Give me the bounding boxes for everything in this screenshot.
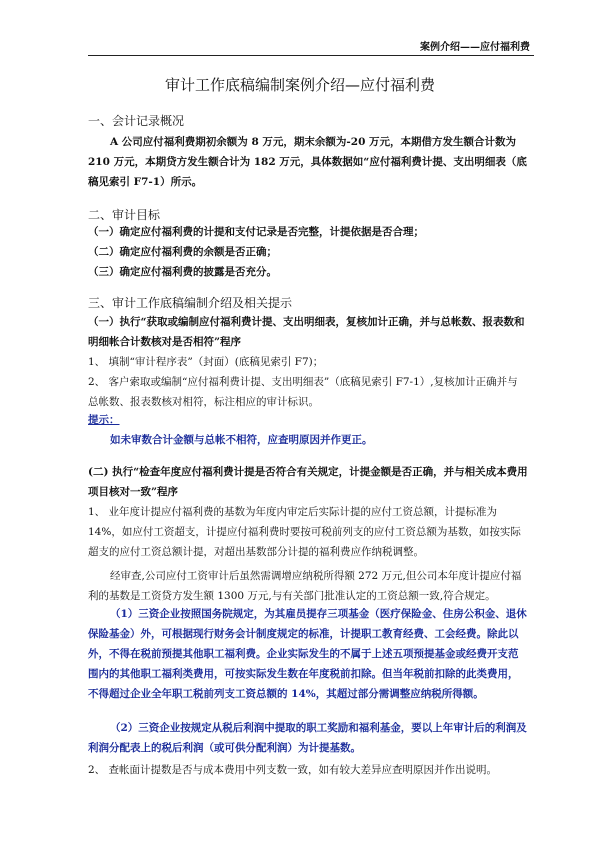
section-1-paragraph: A 公司应付福利费期初余额为 8 万元，期末余额为-20 万元，本期借方发生额合计数为 210 万元，本期贷方发生额合计为 182 万元，具体数据如“应付福利费计提、支出明细表（底稿见索引 F7-1）所示。 (88, 136, 527, 188)
procedure-1-title: （一）执行“获取或编制应付福利费计提、支出明细表，复核加计正确，并与总帐数、报表数和明细帐合计数核对是否相符”程序 (88, 316, 525, 348)
procedure-2-title: (二) 执行“检查年度应付福利费计提是否符合有关规定，计提金额是否正确，并与相关成本费用项目核对一致”程序 (88, 466, 528, 498)
objective-item-1: （一）确定应付福利费的计提和支付记录是否完整，计提依据是否合理； (88, 226, 424, 238)
procedure-1-step-2: 2、 客户索取或编制“应付福利费计提、支出明细表”（底稿见索引 F7-1）,复核加计正确并与总帐数、报表数核对相符，标注相应的审计标识。 (88, 376, 518, 408)
section-2-heading: 二、审计目标 (88, 208, 161, 222)
section-2-objectives (88, 222, 528, 282)
section-3-heading: 三、审计工作底稿编制介绍及相关提示 (88, 296, 293, 310)
procedure-1-step-1: 1、 填制“审计程序表”（封面）(底稿见索引 F7)； (88, 356, 324, 368)
header-rule (88, 55, 534, 56)
procedure-2-tip-1: （1）三资企业按照国务院规定，为其雇员提存三项基金（医疗保险金、住房公积金、退休保险基金）外，可根据现行财务会计制度规定的标准，计提职工教育经费、工会经费。除此以外，不得在税前预提其他职工福利费。企业实际发生的不属于上述五项预提基金或经费开支范围内的其他职工福利类费用，可按实际发生数在年度税前扣除。但当年税前扣除的此类费用，不得超过企业全年职工税前列支工资总额的 14%，其超过部分需调整应纳税所得额。 (88, 608, 527, 700)
procedure-2-tip-2: （2）三资企业按规定从税后利润中提取的职工奖励和福利基金，要以上年审计后的利润及利润分配表上的税后利润（或可供分配利润）为计提基数。 (88, 722, 527, 754)
procedure-1-tip (88, 410, 528, 450)
running-header: 案例介绍——应付福利费 (420, 42, 530, 53)
procedure-2-step-1: 1、 业年度计提应付福利费的基数为年度内审定后实际计提的应付工资总额，计提标准为 14%，如应付工资超支，计提应付福利费时要按可税前列支的应付工资总额为基数，如按实际超支的应付工资总额计提，对超出基数部分计提的福利费应作纳税调整。 (88, 506, 521, 558)
procedure-2-step-2: 2、 查帐面计提数是否与成本费用中列支数一致，如有较大差异应查明原因并作出说明。 (88, 764, 498, 776)
document-title: 审计工作底稿编制案例介绍—应付福利费 (164, 76, 435, 94)
procedure-2-review-note: 经审查,公司应付工资审计后虽然需调增应纳税所得额 272 万元,但公司本年度计提应付福利的基数是工资贷方发生额 1300 万元,与有关部门批准认定的工资总额一致,符合规定。 (88, 570, 522, 602)
tip-label: 提示： (88, 414, 120, 426)
objective-item-3: （三）确定应付福利费的披露是否充分。 (88, 266, 277, 278)
tip-text: 如未审数合计金额与总帐不相符，应查明原因并作更正。 (110, 434, 373, 446)
section-1-heading: 一、会计记录概况 (88, 114, 185, 128)
objective-item-2: （二）确定应付福利费的余额是否正确； (88, 246, 277, 258)
procedure-1-steps (88, 352, 528, 412)
